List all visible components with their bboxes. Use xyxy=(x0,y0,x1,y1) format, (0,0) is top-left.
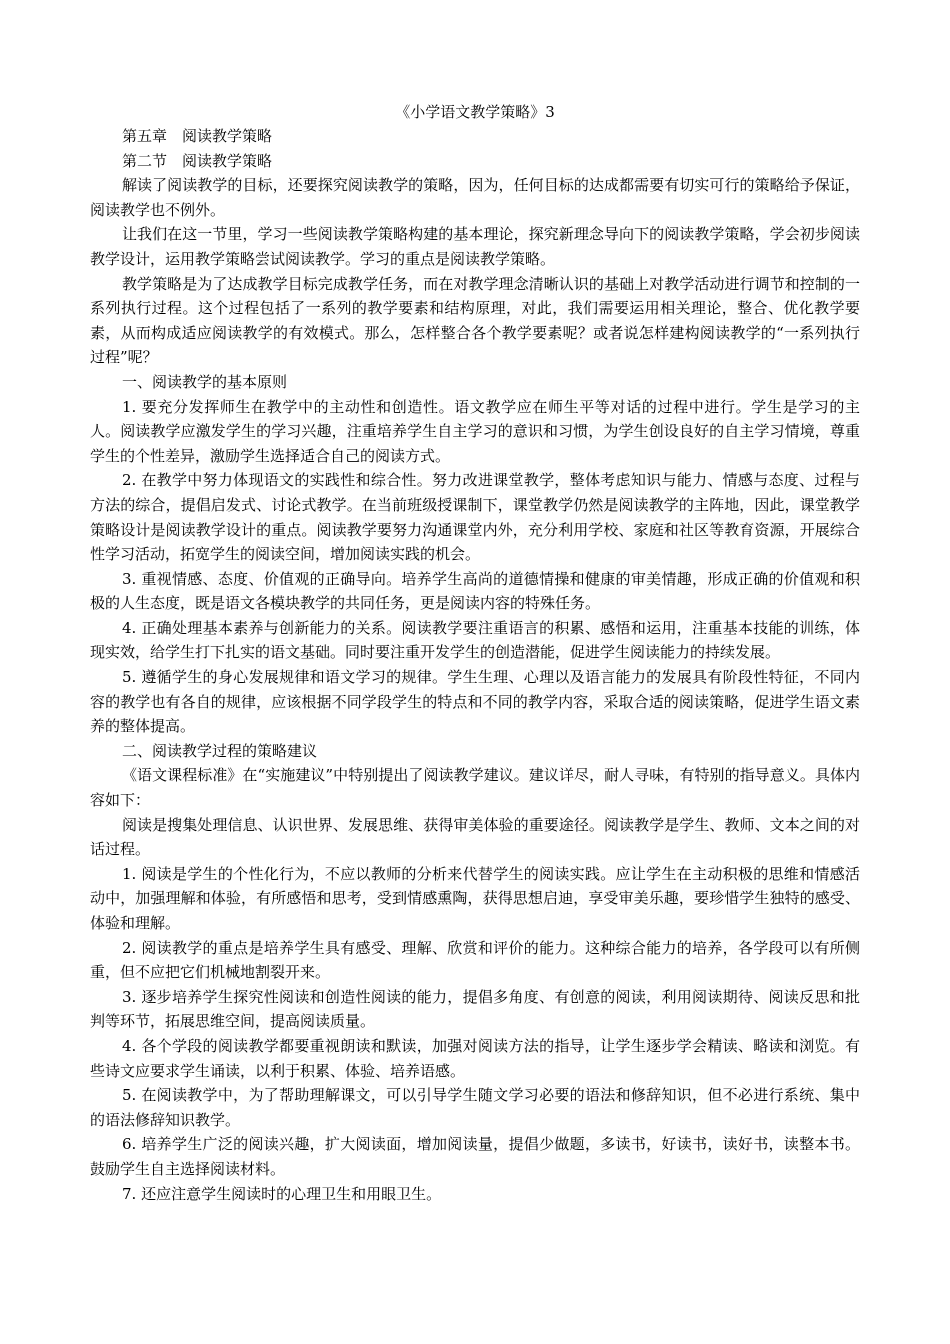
document-title: 《小学语文教学策略》3 xyxy=(395,103,555,121)
paragraph-list-item: 3. 重视情感、态度、价值观的正确导向。培养学生高尚的道德情操和健康的审美情趣，形成正确的价值观和积极的人生态度，既是语文各模块教学的共同任务，更是阅读内容的特殊任务。 xyxy=(90,569,860,613)
paragraph-section-heading: 第二节 阅读教学策略 xyxy=(122,151,273,170)
paragraph-list-item: 2. 阅读教学的重点是培养学生具有感受、理解、欣赏和评价的能力。这种综合能力的培养，各学段可以有所侧重，但不应把它们机械地割裂开来。 xyxy=(90,938,860,982)
paragraph-chapter-heading: 第五章 阅读教学策略 xyxy=(122,127,273,145)
paragraph-heading-strategy: 二、阅读教学过程的策略建议 xyxy=(122,741,318,760)
paragraph-list-item: 5. 在阅读教学中，为了帮助理解课文，可以引导学生随文学习必要的语法和修辞知识，但不必进行系统、集中的语法修辞知识教学。 xyxy=(90,1086,860,1129)
paragraph-list-item: 4. 各个学段的阅读教学都要重视朗读和默读，加强对阅读方法的指导，让学生逐步学会精读、略读和浏览。有些诗文应要求学生诵读，以利于积累、体验、培养语感。 xyxy=(90,1036,860,1080)
paragraph-list-item: 3. 逐步培养学生探究性阅读和创造性阅读的能力，提倡多角度、有创意的阅读，利用阅读期待、阅读反思和批判等环节，拓展思维空间，提高阅读质量。 xyxy=(90,987,860,1031)
paragraph: 《语文课程标准》在“实施建议”中特别提出了阅读教学建议。建议详尽，耐人寻味，有特别的指导意义。具体内容如下： xyxy=(90,766,860,810)
document-body xyxy=(90,124,860,1206)
paragraph-list-item: 1. 阅读是学生的个性化行为，不应以教师的分析来代替学生的阅读实践。应让学生在主动积极的思维和情感活动中，加强理解和体验，有所感悟和思考，受到情感熏陶，获得思想启迪，享受审美乐趣，要珍惜学生独特的感受、体验和理解。 xyxy=(90,864,860,932)
paragraph: 教学策略是为了达成教学目标完成教学任务，而在对教学理念清晰认识的基础上对教学活动进行调节和控制的一系列执行过程。这个过程包括了一系列的教学要素和结构原理，对此，我们需要运用相关理论，整合、优化教学要素，从而构成适应阅读教学的有效模式。那么，怎样整合各个教学要素呢？或者说怎样建构阅读教学的“一系列执行过程”呢？ xyxy=(90,274,860,367)
paragraph-list-item: 2. 在教学中努力体现语文的实践性和综合性。努力改进课堂教学，整体考虑知识与能力、情感与态度、过程与方法的综合，提倡启发式、讨论式教学。在当前班级授课制下，课堂教学仍然是阅读教学的主阵地，因此，课堂教学策略设计是阅读教学设计的重点。阅读教学要努力沟通课堂内外，充分利用学校、家庭和社区等教育资源，开展综合性学习活动，拓宽学生的阅读空间，增加阅读实践的机会。 xyxy=(90,471,860,564)
paragraph-list-item: 4. 正确处理基本素养与创新能力的关系。阅读教学要注重语言的积累、感悟和运用，注重基本技能的训练，体现实效，给学生打下扎实的语文基础。同时要注重开发学生的创造潜能，促进学生阅读能力的持续发展。 xyxy=(90,618,860,662)
paragraph: 阅读是搜集处理信息、认识世界、发展思维、获得审美体验的重要途径。阅读教学是学生、教师、文本之间的对话过程。 xyxy=(90,815,860,859)
paragraph-list-item: 7. 还应注意学生阅读时的心理卫生和用眼卫生。 xyxy=(122,1184,442,1203)
paragraph-heading-principles: 一、阅读教学的基本原则 xyxy=(122,372,288,391)
paragraph-list-item: 6. 培养学生广泛的阅读兴趣，扩大阅读面，增加阅读量，提倡少做题，多读书，好读书，读好书，读整本书。鼓励学生自主选择阅读材料。 xyxy=(90,1135,860,1178)
paragraph-list-item: 5. 遵循学生的身心发展规律和语文学习的规律。学生生理、心理以及语言能力的发展具有阶段性特征，不同内容的教学也有各自的规律，应该根据不同学段学生的特点和不同的教学内容，采取合适的阅读策略，促进学生语文素养的整体提高。 xyxy=(90,668,860,736)
paragraph: 让我们在这一节里，学习一些阅读教学策略构建的基本理论，探究新理念导向下的阅读教学策略，学会初步阅读教学设计，运用教学策略尝试阅读教学。学习的重点是阅读教学策略。 xyxy=(90,225,860,268)
paragraph: 解读了阅读教学的目标，还要探究阅读教学的策略，因为，任何目标的达成都需要有切实可行的策略给予保证，阅读教学也不例外。 xyxy=(90,176,860,219)
paragraph-list-item: 1. 要充分发挥师生在教学中的主动性和创造性。语文教学应在师生平等对话的过程中进行。学生是学习的主人。阅读教学应激发学生的学习兴趣，注重培养学生自主学习的意识和习惯，为学生创设良好的自主学习情境，尊重学生的个性差异，激励学生选择适合自己的阅读方式。 xyxy=(90,397,860,465)
